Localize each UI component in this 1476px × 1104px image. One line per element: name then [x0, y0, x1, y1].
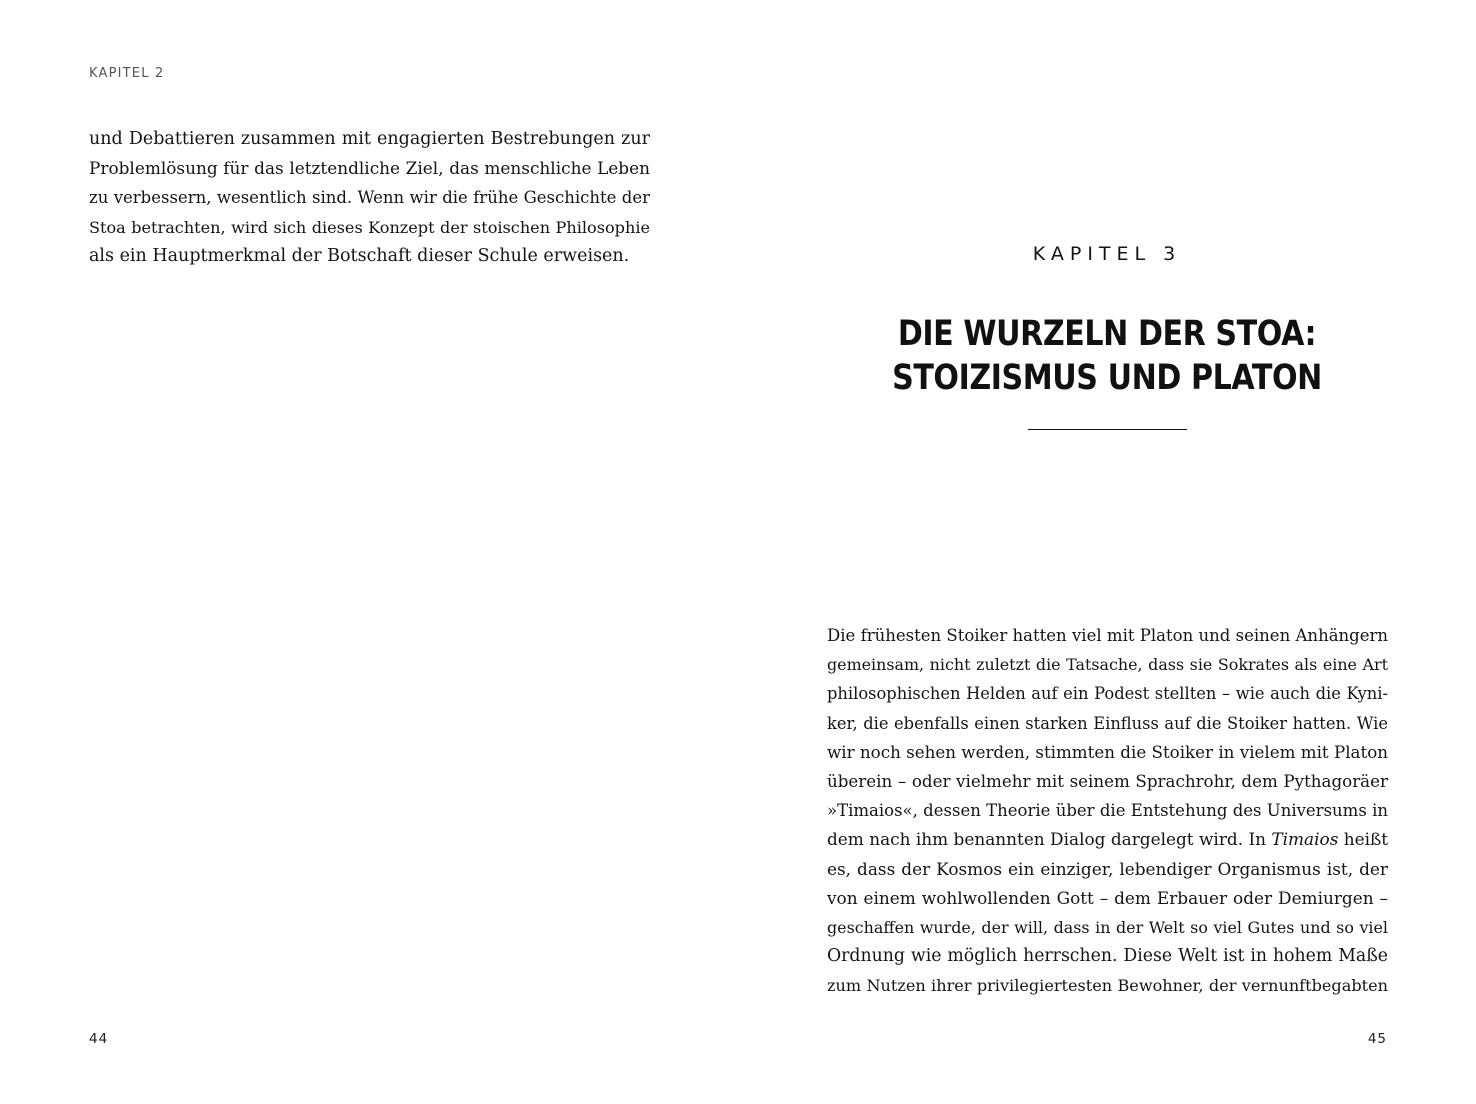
right-page [738, 0, 1476, 1104]
text-line: Stoa betrachten, wird sich dieses Konzept der stoischen Philosophie [89, 217, 650, 237]
page-number-left: 44 [89, 1031, 109, 1047]
text-line: geschaffen wurde, der will, dass in der Welt so viel Gutes und so viel [827, 918, 1388, 938]
text-line: »Timaios«, dessen Theorie über die Entstehung des Universums in [827, 801, 1388, 821]
text-line: von einem wohlwollenden Gott – dem Erbauer oder Demiurgen – [827, 887, 1388, 908]
text-line: Ordnung wie möglich herrschen. Diese Welt ist in hohem Maße [827, 946, 1388, 967]
text-line: überein – oder vielmehr mit seinem Sprachrohr, dem Pythagoräer [827, 771, 1388, 792]
text-line: zu verbessern, wesentlich sind. Wenn wir die frühe Geschichte der [89, 188, 650, 208]
chapter-title [790, 312, 1425, 400]
title-divider [1028, 429, 1187, 430]
text-segment: heißt [1338, 829, 1388, 850]
right-body-text [827, 621, 1388, 1001]
chapter-title-line: STOIZISMUS UND PLATON [892, 358, 1322, 398]
text-line: wir noch sehen werden, stimmten die Stoiker in vielem mit Platon [827, 741, 1388, 762]
page-number-right: 45 [1367, 1031, 1387, 1047]
italic-title: Timaios [1271, 829, 1339, 850]
text-line: es, dass der Kosmos ein einziger, lebendiger Organismus ist, der [827, 858, 1388, 879]
text-line-with-italic [827, 825, 1388, 854]
text-line: als ein Hauptmerkmal der Botschaft dieser Schule erweisen. [89, 245, 630, 266]
chapter-title-line: DIE WURZELN DER STOA: [897, 314, 1317, 354]
text-line: gemeinsam, nicht zuletzt die Tatsache, dass sie Sokrates als eine Art [827, 655, 1388, 675]
chapter-label: KAPITEL 3 [1032, 243, 1182, 265]
running-head: KAPITEL 2 [89, 66, 165, 81]
text-segment: dem nach ihm benannten Dialog dargelegt wird. In [827, 829, 1272, 850]
text-line: philosophischen Helden auf ein Podest stellten – wie auch die Kyni- [827, 684, 1388, 704]
text-line: Problemlösung für das letztendliche Ziel, das menschliche Leben [89, 158, 650, 179]
text-line: und Debattieren zusammen mit engagierten Bestrebungen zur [89, 129, 650, 149]
left-body-text [89, 125, 650, 271]
text-line: Die frühesten Stoiker hatten viel mit Platon und seinen Anhängern [827, 626, 1388, 645]
text-line: zum Nutzen ihrer privilegiertesten Bewohner, der vernunftbegabten [827, 976, 1388, 996]
text-line: ker, die ebenfalls einen starken Einfluss auf die Stoiker hatten. Wie [827, 713, 1388, 733]
